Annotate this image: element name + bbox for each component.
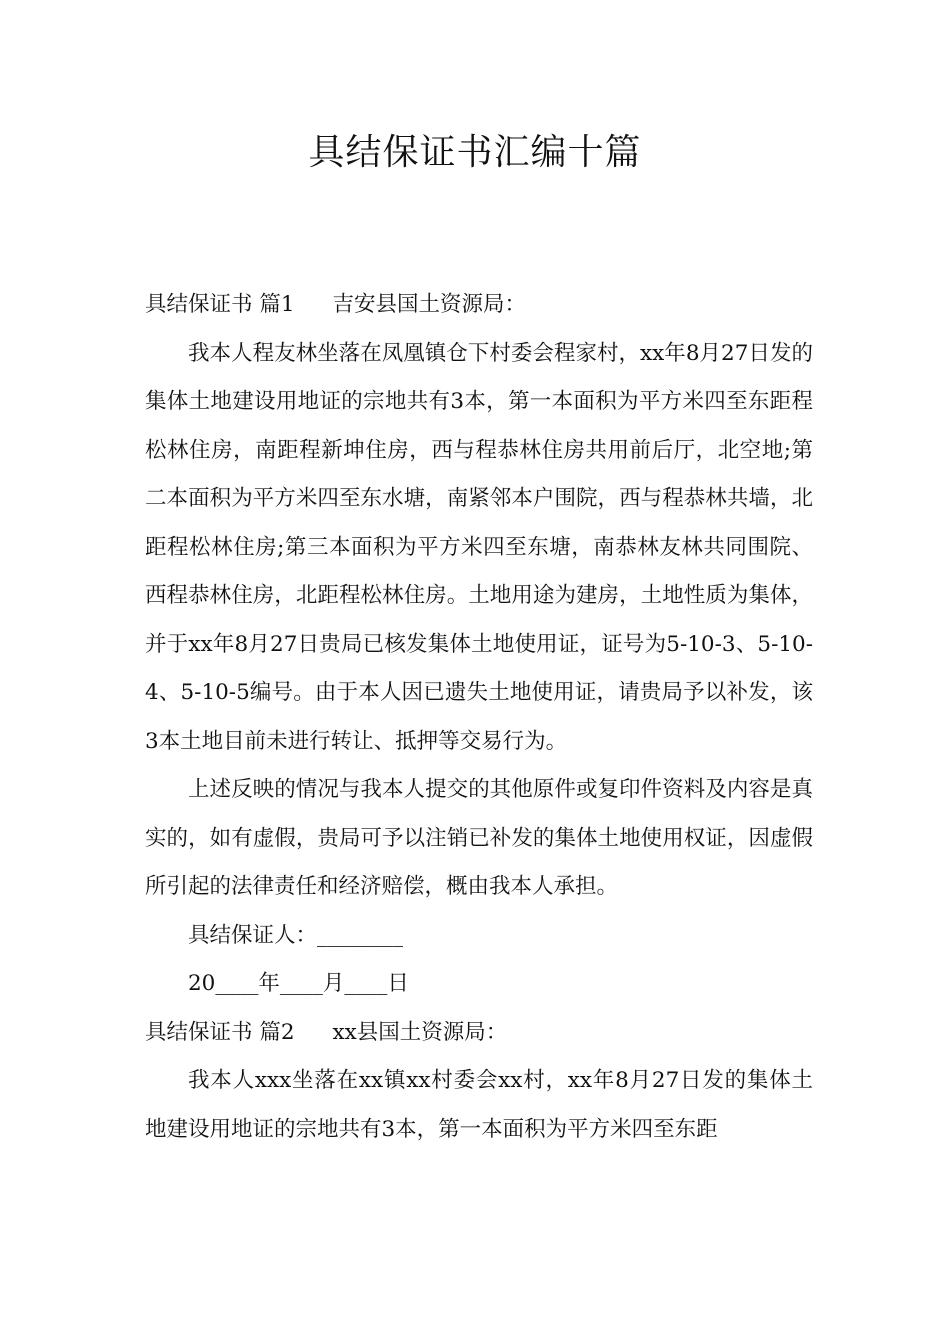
section-heading-2 <box>145 1009 813 1058</box>
paragraph: 我本人xxx坐落在xx镇xx村委会xx村，xx年8月27日发的集体土地建设用地证的宗地共有3本，第一本面积为平方米四至东距 <box>145 1068 813 1142</box>
date-line: 20____年____月____日 <box>188 971 409 996</box>
paragraph: 我本人程友林坐落在凤凰镇仓下村委会程家村，xx年8月27日发的集体土地建设用地证的宗地共有3本，第一本面积为平方米四至东距程松林住房，南距程新坤住房，西与程恭林住房共用前后厅，北空地;第二本面积为平方米四至东水塘，南紧邻本户围院，西与程恭林共墙，北距程松林住房;第三本面积为平方米四至东塘，南恭林友林共同围院、西程恭林住房，北距程松林住房。土地用途为建房，土地性质为集体，并于xx年8月27日贵局已核发集体土地使用证，证号为5-10-3、5-10-4、5-10-5编号。由于本人因已遗失土地使用证，请贵局予以补发，该3本土地目前未进行转让、抵押等交易行为。 <box>145 340 813 754</box>
paragraph: 上述反映的情况与我本人提交的其他原件或复印件资料及内容是真实的，如有虚假，贵局可予以注销已补发的集体土地使用权证，因虚假所引起的法律责任和经济赔偿，概由我本人承担。 <box>145 777 813 899</box>
section-label: 具结保证书 篇1 <box>145 292 295 317</box>
section-label: 具结保证书 篇2 <box>145 1019 295 1045</box>
document-title: 具结保证书汇编十篇 <box>308 132 642 173</box>
addressee: 吉安县国土资源局： <box>332 292 527 317</box>
section-heading-1 <box>145 281 813 330</box>
addressee: xx县国土资源局： <box>332 1019 508 1045</box>
document-body <box>145 281 813 1154</box>
signature-line: 具结保证人：________ <box>188 922 404 948</box>
